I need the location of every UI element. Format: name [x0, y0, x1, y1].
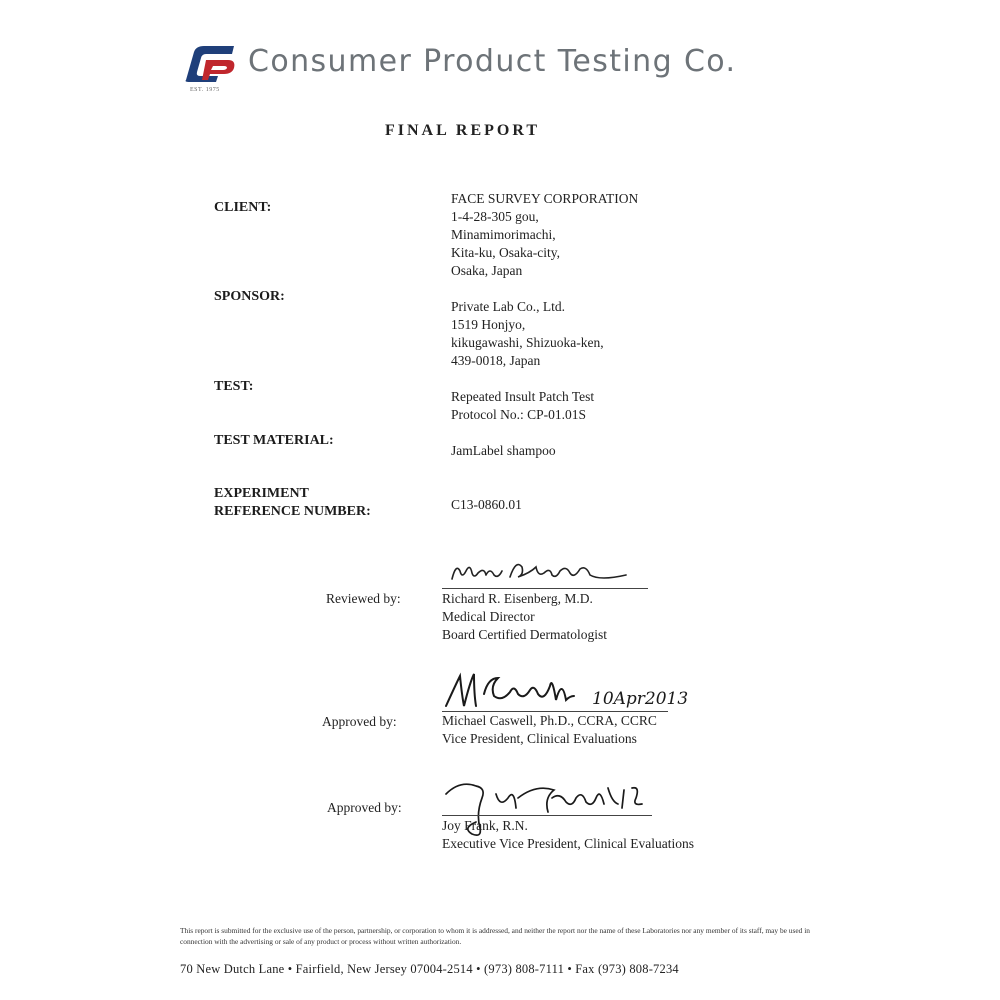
client-line: Kita-ku, Osaka-city, — [451, 245, 560, 260]
client-line: 1-4-28-305 gou, — [451, 209, 539, 224]
client-line: FACE SURVEY CORPORATION — [451, 191, 639, 206]
approved-by-label-2: Approved by: — [327, 800, 402, 815]
approver1-info — [442, 712, 657, 748]
test-material-value: JamLabel shampoo — [451, 443, 556, 458]
reviewer-title: Medical Director — [442, 609, 535, 624]
company-name: Consumer Product Testing Co. — [248, 44, 737, 79]
reviewed-by-label: Reviewed by: — [326, 591, 401, 606]
sponsor-line: Private Lab Co., Ltd. — [451, 299, 565, 314]
reviewer-name: Richard R. Eisenberg, M.D. — [442, 591, 593, 606]
client-line: Osaka, Japan — [451, 263, 523, 278]
test-line: Protocol No.: CP-01.01S — [451, 407, 587, 422]
approver2-title: Executive Vice President, Clinical Evaluations — [442, 836, 694, 851]
sponsor-line: 1519 Honjyo, — [451, 317, 526, 332]
sponsor-line: 439-0018, Japan — [451, 353, 541, 368]
client-line: Minamimorimachi, — [451, 227, 556, 242]
caswell-signature-date: 10Apr2013 — [592, 689, 689, 709]
approver1-title: Vice President, Clinical Evaluations — [442, 731, 637, 746]
cpt-logo-icon — [176, 40, 240, 88]
experiment-label-line1: EXPERIMENT — [214, 486, 309, 501]
report-title: FINAL REPORT — [385, 122, 541, 139]
eisenberg-signature — [440, 553, 660, 589]
established-year: EST. 1975 — [190, 87, 220, 93]
reviewer-info — [442, 590, 607, 644]
sponsor-address — [451, 298, 604, 370]
sponsor-line: kikugawashi, Shizuoka-ken, — [451, 335, 604, 350]
reviewed-signature-line — [442, 588, 648, 589]
client-address — [451, 190, 638, 280]
approver2-info — [442, 817, 694, 853]
reviewer-title: Board Certified Dermatologist — [442, 627, 607, 642]
test-material-label: TEST MATERIAL: — [214, 433, 334, 448]
test-line: Repeated Insult Patch Test — [451, 389, 595, 404]
experiment-label-line2: REFERENCE NUMBER: — [214, 504, 371, 519]
approver1-name: Michael Caswell, Ph.D., CCRA, CCRC — [442, 713, 657, 728]
approved2-signature-line — [442, 815, 652, 816]
approved-by-label-1: Approved by: — [322, 714, 397, 729]
experiment-reference-value: C13-0860.01 — [451, 497, 522, 512]
test-label: TEST: — [214, 379, 254, 394]
sponsor-label: SPONSOR: — [214, 289, 285, 304]
client-label: CLIENT: — [214, 200, 272, 215]
caswell-signature — [440, 666, 700, 712]
legal-disclaimer: This report is submitted for the exclusive use of the person, partnership, or corporation to whom it is addressed, and neither the report nor the name of these Laboratories nor any member of its staff, may be used in connection with the advertising or sale of any product or process without written authorization. — [180, 926, 810, 946]
test-details — [451, 388, 594, 424]
company-address-footer: 70 New Dutch Lane • Fairfield, New Jersey 07004-2514 • (973) 808-7111 • Fax (973) 808-7234 — [180, 962, 679, 976]
approver2-name: Joy Frank, R.N. — [442, 818, 528, 833]
